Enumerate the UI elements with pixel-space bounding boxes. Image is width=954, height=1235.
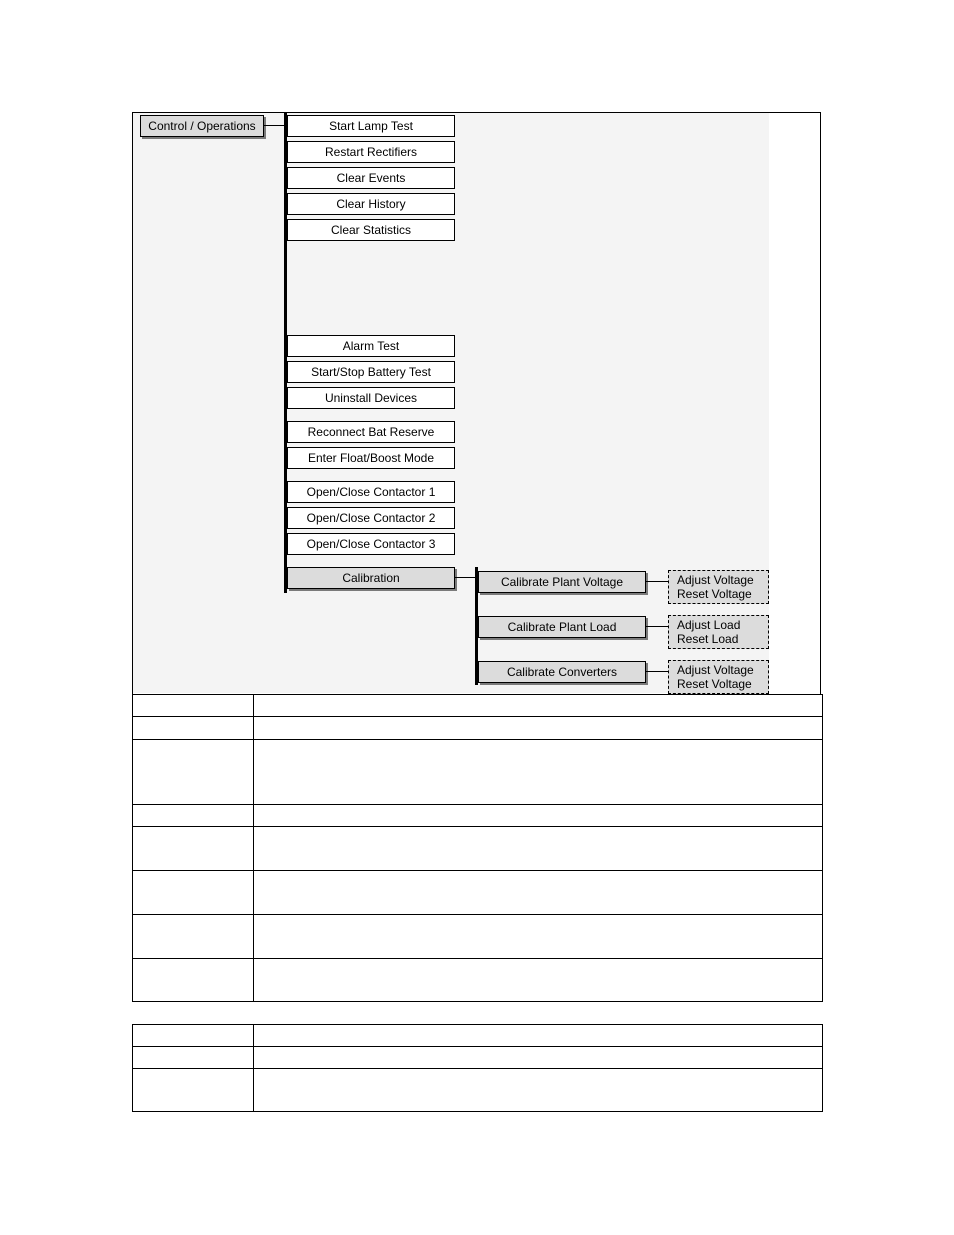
op-enter-float-boost-mode: Enter Float/Boost Mode <box>287 447 455 469</box>
plant-voltage-connector <box>646 581 668 582</box>
op-open-close-contactor-3: Open/Close Contactor 3 <box>287 533 455 555</box>
table-row <box>133 1069 823 1112</box>
calibrate-plant-voltage-node: Calibrate Plant Voltage <box>478 571 646 593</box>
op-open-close-contactor-2: Open/Close Contactor 2 <box>287 507 455 529</box>
table-row <box>133 871 823 915</box>
op-start-lamp-test: Start Lamp Test <box>287 115 455 137</box>
table-row <box>133 959 823 1002</box>
op-start-stop-battery-test: Start/Stop Battery Test <box>287 361 455 383</box>
table-row <box>133 1047 823 1069</box>
converters-actions <box>668 660 769 694</box>
adjust-voltage-label: Adjust Voltage <box>677 663 754 677</box>
adjust-voltage-label: Adjust Voltage <box>677 573 754 587</box>
calibrate-converters-node: Calibrate Converters <box>478 661 646 683</box>
plant-load-actions <box>668 615 769 649</box>
plant-load-connector <box>646 626 668 627</box>
table-row <box>133 915 823 959</box>
op-restart-rectifiers: Restart Rectifiers <box>287 141 455 163</box>
op-clear-history: Clear History <box>287 193 455 215</box>
plant-voltage-actions <box>668 570 769 604</box>
converters-connector <box>646 671 668 672</box>
op-alarm-test: Alarm Test <box>287 335 455 357</box>
reset-voltage-label: Reset Voltage <box>677 677 752 691</box>
table-row <box>133 1025 823 1047</box>
op-clear-statistics: Clear Statistics <box>287 219 455 241</box>
calibration-node: Calibration <box>287 567 455 589</box>
op-clear-events: Clear Events <box>287 167 455 189</box>
table-row <box>133 717 823 740</box>
description-table <box>132 694 823 1002</box>
table-row <box>133 695 823 717</box>
table-row <box>133 827 823 871</box>
secondary-table <box>132 1024 823 1112</box>
op-uninstall-devices: Uninstall Devices <box>287 387 455 409</box>
root-connector <box>264 125 286 126</box>
control-operations-node: Control / Operations <box>140 115 264 137</box>
op-open-close-contactor-1: Open/Close Contactor 1 <box>287 481 455 503</box>
calibrate-plant-load-node: Calibrate Plant Load <box>478 616 646 638</box>
adjust-load-label: Adjust Load <box>677 618 741 632</box>
table-row <box>133 740 823 805</box>
reset-load-label: Reset Load <box>677 632 739 646</box>
calibration-connector <box>455 577 477 578</box>
op-reconnect-bat-reserve: Reconnect Bat Reserve <box>287 421 455 443</box>
reset-voltage-label: Reset Voltage <box>677 587 752 601</box>
table-row <box>133 805 823 827</box>
